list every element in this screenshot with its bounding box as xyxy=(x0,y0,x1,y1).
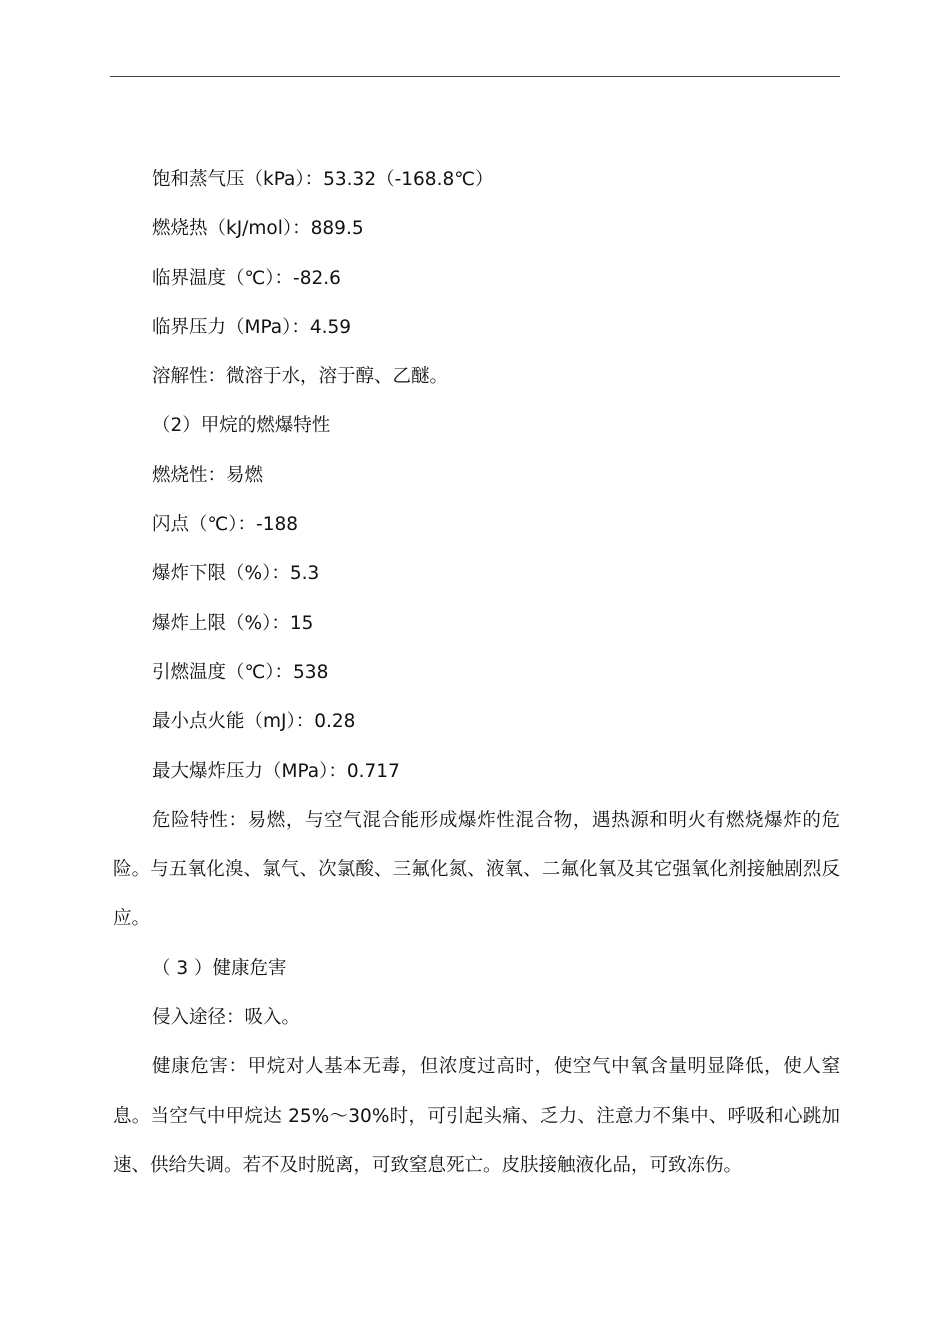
lower-explosive-limit-line: 爆炸下限（%）：5.3 xyxy=(152,563,320,585)
flammability-line: 燃烧性：易燃 xyxy=(152,464,264,486)
document-body xyxy=(113,155,840,1190)
ignition-temperature-line: 引燃温度（℃）：538 xyxy=(152,661,329,683)
danger-characteristics-paragraph: 危险特性：易燃，与空气混合能形成爆炸性混合物，遇热源和明火有燃烧爆炸的危险。与五氧化溴、氯气、次氯酸、三氟化氮、液氧、二氟化氧及其它强氧化剂接触剧烈反应。 xyxy=(113,809,840,930)
health-hazard-paragraph: 健康危害：甲烷对人基本无毒，但浓度过高时，使空气中氧含量明显降低，使人窒息。当空气中甲烷达 25%～30%时，可引起头痛、乏力、注意力不集中、呼吸和心跳加速、供给失调。若不及时脱离，可致窒息死亡。皮肤接触液化品，可致冻伤。 xyxy=(113,1056,840,1176)
section-3-heading: （ 3 ）健康危害 xyxy=(152,957,287,979)
vapor-pressure-line: 饱和蒸气压（kPa）：53.32（-168.8℃） xyxy=(152,169,494,190)
critical-temperature-line: 临界温度（℃）：-82.6 xyxy=(152,267,341,289)
max-explosion-pressure-line: 最大爆炸压力（MPa）：0.717 xyxy=(152,760,400,782)
header-rule xyxy=(110,76,840,77)
section-2-heading: （2）甲烷的燃爆特性 xyxy=(152,415,331,437)
route-of-entry-line: 侵入途径：吸入。 xyxy=(152,1007,301,1029)
solubility-line: 溶解性：微溶于水，溶于醇、乙醚。 xyxy=(152,366,449,388)
minimum-ignition-energy-line: 最小点火能（mJ）：0.28 xyxy=(152,711,356,733)
flash-point-line: 闪点（℃）：-188 xyxy=(152,514,299,536)
upper-explosive-limit-line: 爆炸上限（%）：15 xyxy=(152,612,314,634)
combustion-heat-line: 燃烧热（kJ/mol）：889.5 xyxy=(152,218,364,240)
critical-pressure-line: 临界压力（MPa）：4.59 xyxy=(152,316,352,338)
